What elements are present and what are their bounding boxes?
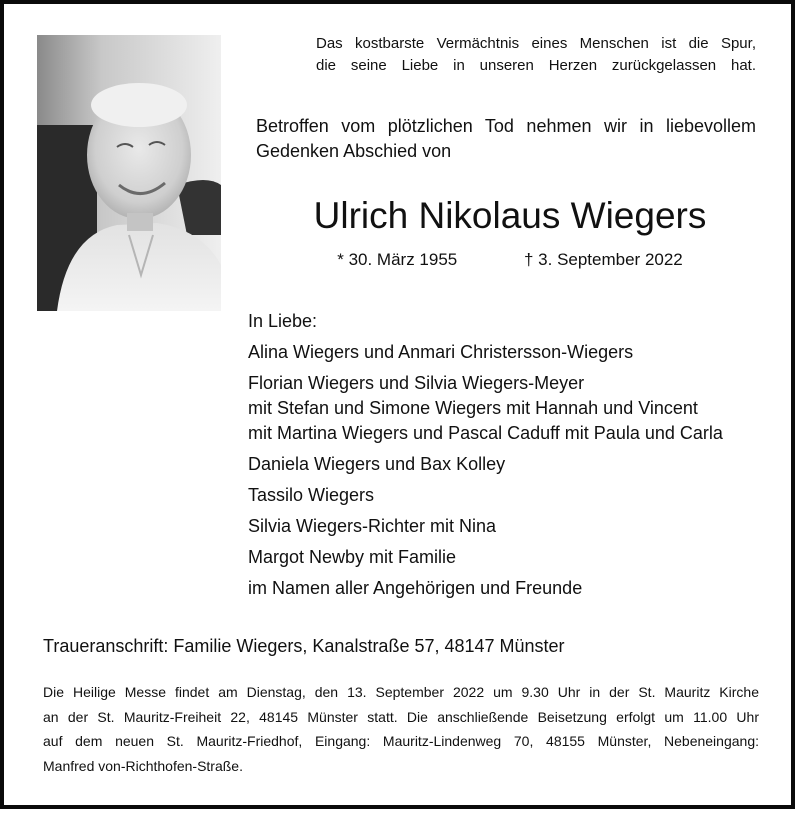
quote-line: die seine Liebe in unseren Herzen zurückgelassen hat.	[316, 57, 756, 74]
mourner-line: Silvia Wiegers-Richter mit Nina	[248, 516, 497, 536]
mourner-line: Daniela Wiegers und Bax Kolley	[248, 454, 506, 474]
notice-line: auf dem neuen St. Mauritz-Friedhof, Eingang: Mauritz-Lindenweg 70, 48155 Münster, Nebeneingang:	[43, 733, 759, 749]
mourners-list	[248, 309, 778, 607]
mourner-group	[248, 545, 778, 570]
memorial-quote	[316, 33, 756, 77]
life-dates	[240, 249, 780, 271]
mourner-line: Tassilo Wiegers	[248, 485, 375, 505]
mourners-heading: In Liebe:	[248, 311, 318, 331]
intro-text	[256, 114, 756, 164]
notice-line: an der St. Mauritz-Freiheit 22, 48145 Münster statt. Die anschließende Beisetzung erfolgt um 11.00 Uhr	[43, 708, 759, 725]
mourner-line: im Namen aller Angehörigen und Freunde	[248, 578, 583, 598]
mourner-line: mit Martina Wiegers und Pascal Caduff mit Paula und Carla	[248, 423, 723, 443]
mourner-group	[248, 452, 778, 477]
birth-date: * 30. März 1955	[337, 250, 458, 269]
quote-line: Das kostbarste Vermächtnis eines Menschen ist die Spur,	[316, 35, 756, 52]
deceased-name: Ulrich Nikolaus Wiegers	[313, 195, 707, 236]
mourner-line: Alina Wiegers und Anmari Christersson-Wiegers	[248, 342, 634, 362]
intro-line: Gedenken Abschied von	[256, 141, 452, 161]
mourner-line: Florian Wiegers und Silvia Wiegers-Meyer	[248, 373, 585, 393]
mourner-group	[248, 371, 778, 446]
mourner-group	[248, 483, 778, 508]
service-notice	[43, 680, 759, 778]
notice-line: Manfred von-Richthofen-Straße.	[43, 757, 243, 774]
portrait-photo	[37, 35, 221, 311]
portrait-image	[37, 35, 221, 311]
mourner-group	[248, 340, 778, 365]
notice-line: Die Heilige Messe findet am Dienstag, den 13. September 2022 um 9.30 Uhr in der St. Mauritz Kirche	[43, 684, 759, 700]
mourner-group	[248, 514, 778, 539]
mourner-line: Margot Newby mit Familie	[248, 547, 457, 567]
mourner-line: mit Stefan und Simone Wiegers mit Hannah und Vincent	[248, 398, 698, 418]
death-date: † 3. September 2022	[523, 250, 683, 269]
intro-line: Betroffen vom plötzlichen Tod nehmen wir in liebevollem	[256, 116, 756, 136]
mourning-address: Traueranschrift: Familie Wiegers, Kanalstraße 57, 48147 Münster	[43, 636, 565, 656]
mourner-group	[248, 576, 778, 601]
